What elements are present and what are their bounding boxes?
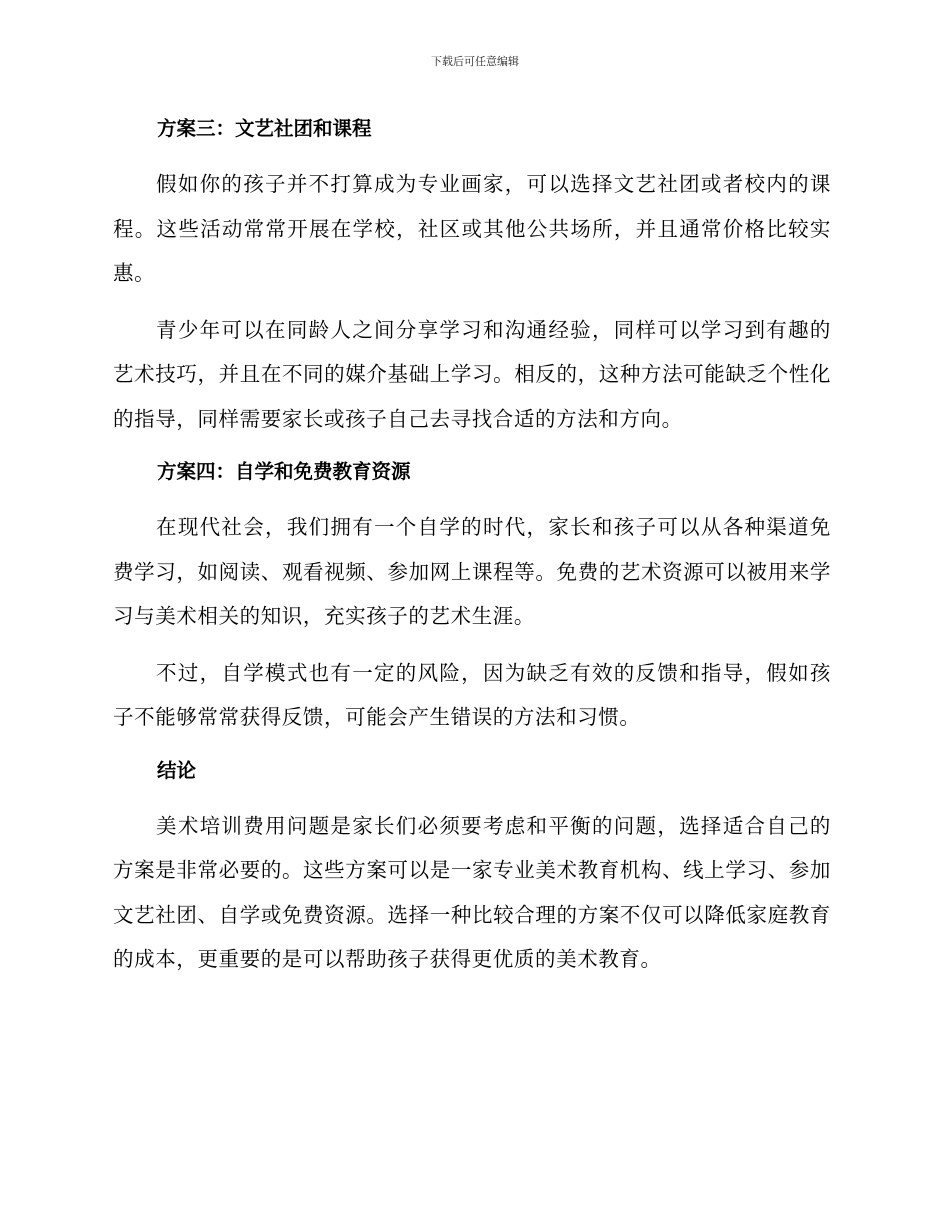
- paragraph: 美术培训费用问题是家长们必须要考虑和平衡的问题，选择适合自己的方案是非常必要的。这些方案可以是一家专业美术教育机构、线上学习、参加文艺社团、自学或免费资源。选择一种比较合理的方案不仅可以降低家庭教育的成本，更重要的是可以帮助孩子获得更优质的美术教育。: [113, 813, 831, 971]
- page-header: 下载后可任意编辑: [431, 55, 519, 68]
- section-heading-plan-three: 方案三：文艺社团和课程: [157, 117, 372, 140]
- section-heading-conclusion: 结论: [157, 758, 197, 782]
- document-body: [113, 110, 831, 994]
- paragraph: 青少年可以在同龄人之间分享学习和沟通经验，同样可以学习到有趣的艺术技巧，并且在不同的媒介基础上学习。相反的，这种方法可能缺乏个性化的指导，同样需要家长或孩子自己去寻找合适的方法和方向。: [113, 317, 831, 431]
- paragraph: 不过，自学模式也有一定的风险，因为缺乏有效的反馈和指导，假如孩子不能够常常获得反馈，可能会产生错误的方法和习惯。: [113, 660, 831, 729]
- section-heading-plan-four: 方案四：自学和免费教育资源: [157, 460, 411, 483]
- paragraph: 假如你的孩子并不打算成为专业画家，可以选择文艺社团或者校内的课程。这些活动常常开展在学校，社区或其他公共场所，并且通常价格比较实惠。: [113, 172, 831, 285]
- paragraph: 在现代社会，我们拥有一个自学的时代，家长和孩子可以从各种渠道免费学习，如阅读、观看视频、参加网上课程等。免费的艺术资源可以被用来学习与美术相关的知识，充实孩子的艺术生涯。: [113, 515, 831, 628]
